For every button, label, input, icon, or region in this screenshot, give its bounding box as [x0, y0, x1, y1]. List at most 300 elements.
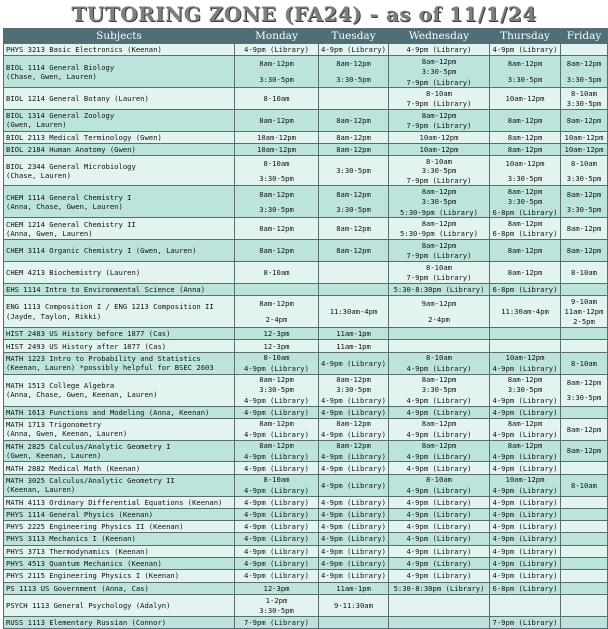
wednesday-cell: [389, 328, 490, 340]
subject-cell: [4, 56, 235, 88]
friday-cell: [561, 352, 608, 374]
tuesday-cell: [319, 131, 389, 143]
time-slot: 4-9pm (Library): [244, 559, 309, 569]
time-slot: 9-11:30am: [334, 600, 373, 610]
time-slot: 8am-12pm: [566, 224, 602, 234]
time-slot: 11am-12pm: [564, 307, 604, 317]
sheet-title: TUTORING ZONE (FA24) - as of 11/1/24: [0, 0, 608, 27]
time-slot: 10am-12pm: [419, 145, 459, 155]
subject-line: (Chase, Lauren): [6, 170, 71, 180]
subject-line: PHYS 1114 General Physics (Keenan): [6, 509, 154, 519]
subject-line: BIOL 2344 General Microbiology: [6, 161, 136, 171]
time-slot: 11am-1pm: [336, 329, 371, 339]
tuesday-cell: [319, 570, 389, 582]
subject-line: PHYS 4513 Quantum Mechanics (Keenan): [6, 559, 162, 569]
monday-cell: [235, 262, 319, 284]
table-row: [4, 545, 608, 557]
monday-cell: [235, 352, 319, 374]
table-row: [4, 88, 608, 110]
wednesday-cell: [389, 110, 490, 132]
friday-cell: [561, 88, 608, 110]
monday-cell: [235, 533, 319, 545]
time-slot: 3:30-5pm: [336, 205, 371, 215]
time-slot: 5:30-9pm (Library): [400, 229, 478, 239]
monday-cell: [235, 558, 319, 570]
thursday-cell: [490, 296, 561, 328]
time-slot: 8-10am: [426, 88, 452, 98]
friday-cell: [561, 594, 608, 616]
subject-line: (Jayde, Taylon, Rikki): [6, 311, 102, 321]
time-slot: 4-9pm (Library): [406, 546, 472, 556]
time-slot: 4-9pm (Library): [492, 463, 558, 473]
time-slot: 4-9pm (Library): [321, 534, 386, 544]
time-slot: 7-9pm (Library): [406, 77, 472, 87]
subject-cell: [4, 406, 235, 418]
time-slot: 8am-12pm: [336, 375, 371, 385]
header-row: [4, 29, 608, 44]
wednesday-cell: [389, 262, 490, 284]
time-slot: 4-9pm (Library): [321, 497, 386, 507]
header-tuesday: Tuesday: [319, 29, 389, 44]
time-slot: 8am-12pm: [566, 59, 602, 69]
time-slot: 4-9pm (Library): [406, 485, 472, 495]
time-slot: 8am-12pm: [336, 59, 371, 69]
time-slot: 3:30-5pm: [566, 74, 602, 84]
subject-line: ENG 1113 Composition I / ENG 1213 Composition II: [6, 302, 214, 312]
subject-cell: [4, 616, 235, 628]
time-slot: 12-3pm: [263, 341, 290, 351]
time-slot: 3:30-5pm: [507, 197, 543, 207]
tuesday-cell: [319, 88, 389, 110]
monday-cell: [235, 521, 319, 533]
table-row: [4, 262, 608, 284]
time-slot: 4-9pm (Library): [406, 509, 472, 519]
time-slot: 7-9pm (Library): [406, 99, 472, 109]
time-slot: 8am-12pm: [507, 187, 543, 197]
subject-cell: [4, 545, 235, 557]
monday-cell: [235, 218, 319, 240]
subject-line: (Anna, Chase, Gwen, Lauren): [6, 201, 123, 211]
subject-cell: [4, 582, 235, 594]
thursday-cell: [490, 440, 561, 462]
time-slot: 3:30-5pm: [507, 74, 543, 84]
time-slot: 10am-12pm: [505, 353, 545, 363]
time-slot: 10am-12pm: [257, 132, 296, 142]
time-slot: 8am-12pm: [421, 110, 457, 120]
time-slot: 8am-12pm: [566, 115, 602, 125]
subject-line: MATH 4113 Ordinary Differential Equations (Keenan): [6, 497, 223, 507]
table-row: [4, 616, 608, 628]
monday-cell: [235, 156, 319, 186]
time-slot: 11:30am-4pm: [501, 307, 549, 317]
time-slot: 8am-12pm: [507, 441, 543, 451]
tuesday-cell: [319, 474, 389, 496]
table-row: [4, 521, 608, 533]
time-slot: 8am-12pm: [507, 132, 543, 142]
thursday-cell: [490, 88, 561, 110]
time-slot: 4-9pm (Library): [492, 451, 558, 461]
subject-line: (Keenan, Lauren): [6, 485, 76, 495]
subject-line: MATH 3025 Calculus/Analytic Geometry II: [6, 475, 175, 485]
friday-cell: [561, 56, 608, 88]
time-slot: 3:30-5pm: [421, 197, 457, 207]
thursday-cell: [490, 340, 561, 352]
time-slot: 8-10am: [571, 267, 597, 277]
time-slot: 4-9pm (Library): [244, 485, 309, 495]
time-slot: 8am-12pm: [259, 246, 294, 256]
time-slot: 4-9pm (Library): [321, 407, 386, 417]
time-slot: 4-9pm (Library): [321, 571, 386, 581]
time-slot: 12-3pm: [263, 329, 290, 339]
time-slot: 4-9pm (Library): [321, 522, 386, 532]
subject-line: (Anna, Gwen, Lauren): [6, 228, 93, 238]
tuesday-cell: [319, 582, 389, 594]
thursday-cell: [490, 262, 561, 284]
monday-cell: [235, 496, 319, 508]
subject-line: PHYS 2115 Engineering Physics I (Keenan): [6, 571, 180, 581]
header-thursday: Thursday: [490, 29, 561, 44]
wednesday-cell: [389, 406, 490, 418]
thursday-cell: [490, 594, 561, 616]
thursday-cell: [490, 406, 561, 418]
friday-cell: [561, 474, 608, 496]
monday-cell: [235, 283, 319, 295]
tuesday-cell: [319, 545, 389, 557]
time-slot: 3:30-5pm: [259, 605, 294, 615]
tuesday-cell: [319, 496, 389, 508]
time-slot: 4-9pm (Library): [244, 451, 309, 461]
time-slot: 4-9pm (Library): [244, 363, 309, 373]
time-slot: 8am-12pm: [336, 419, 371, 429]
subject-cell: [4, 558, 235, 570]
subject-cell: [4, 296, 235, 328]
time-slot: 4-9pm (Library): [406, 429, 472, 439]
table-row: [4, 218, 608, 240]
time-slot: 4-9pm (Library): [244, 463, 309, 473]
wednesday-cell: [389, 186, 490, 218]
subject-line: (Chase, Gwen, Lauren): [6, 71, 97, 81]
table-row: [4, 462, 608, 474]
time-slot: 4-9pm (Library): [244, 522, 309, 532]
time-slot: 8am-12pm: [336, 145, 371, 155]
friday-cell: [561, 186, 608, 218]
tuesday-cell: [319, 262, 389, 284]
thursday-cell: [490, 144, 561, 156]
time-slot: 3:30-5pm: [566, 99, 602, 109]
time-slot: 5:30-9pm (Library): [400, 207, 478, 217]
subject-cell: [4, 533, 235, 545]
subject-cell: [4, 240, 235, 262]
time-slot: 4-9pm (Library): [492, 559, 558, 569]
monday-cell: [235, 474, 319, 496]
tuesday-cell: [319, 283, 389, 295]
subject-line: BIOL 1114 General Biology: [6, 62, 115, 72]
thursday-cell: [490, 558, 561, 570]
subject-line: (Gwen, Lauren): [6, 120, 67, 130]
time-slot: 4-9pm (Library): [406, 497, 472, 507]
time-slot: 8am-12pm: [259, 59, 294, 69]
time-slot: 4-9pm (Library): [492, 363, 558, 373]
time-slot: 4-9pm (Library): [406, 395, 472, 405]
thursday-cell: [490, 474, 561, 496]
wednesday-cell: [389, 131, 490, 143]
table-row: [4, 283, 608, 295]
time-slot: 8-10am: [263, 159, 290, 169]
time-slot: 6-8pm (Library): [492, 207, 558, 217]
tuesday-cell: [319, 508, 389, 520]
wednesday-cell: [389, 462, 490, 474]
time-slot: 4-9pm (Library): [321, 429, 386, 439]
time-slot: 8am-12pm: [507, 419, 543, 429]
friday-cell: [561, 521, 608, 533]
header-wednesday: Wednesday: [389, 29, 490, 44]
thursday-cell: [490, 582, 561, 594]
subject-cell: [4, 352, 235, 374]
table-row: [4, 570, 608, 582]
monday-cell: [235, 462, 319, 474]
table-row: [4, 156, 608, 186]
time-slot: 8am-12pm: [421, 187, 457, 197]
thursday-cell: [490, 374, 561, 406]
wednesday-cell: [389, 218, 490, 240]
friday-cell: [561, 144, 608, 156]
time-slot: 4-9pm (Library): [406, 559, 472, 569]
wednesday-cell: [389, 474, 490, 496]
time-slot: 9-10am: [571, 296, 597, 306]
friday-cell: [561, 406, 608, 418]
time-slot: 3:30-5pm: [336, 74, 371, 84]
wednesday-cell: [389, 508, 490, 520]
time-slot: 4-9pm (Library): [492, 534, 558, 544]
time-slot: 4-9pm (Library): [244, 407, 309, 417]
time-slot: 6-8pm (Library): [492, 583, 558, 593]
time-slot: 3:30-5pm: [507, 173, 543, 183]
subject-line: MATH 2825 Calculus/Analytic Geometry I: [6, 441, 171, 451]
table-row: [4, 582, 608, 594]
subject-cell: [4, 283, 235, 295]
tuesday-cell: [319, 352, 389, 374]
time-slot: 10am-12pm: [505, 94, 545, 104]
thursday-cell: [490, 328, 561, 340]
time-slot: 8am-12pm: [336, 115, 371, 125]
time-slot: 3:30-5pm: [421, 166, 457, 176]
thursday-cell: [490, 352, 561, 374]
time-slot: 8am-12pm: [507, 246, 543, 256]
subject-cell: [4, 508, 235, 520]
tuesday-cell: [319, 110, 389, 132]
subject-line: BIOL 1214 General Botany (Lauren): [6, 94, 149, 104]
table-row: [4, 110, 608, 132]
friday-cell: [561, 440, 608, 462]
time-slot: 4-9pm (Library): [492, 546, 558, 556]
wednesday-cell: [389, 496, 490, 508]
time-slot: 8am-12pm: [259, 224, 294, 234]
time-slot: 8-10am: [426, 475, 452, 485]
subject-line: MATH 1613 Functions and Modeling (Anna, Keenan): [6, 407, 210, 417]
time-slot: 4-9pm (Library): [406, 534, 472, 544]
thursday-cell: [490, 186, 561, 218]
table-row: [4, 533, 608, 545]
subject-line: BIOL 2184 Human Anatomy (Gwen): [6, 145, 136, 155]
tuesday-cell: [319, 156, 389, 186]
table-row: [4, 186, 608, 218]
friday-cell: [561, 462, 608, 474]
subject-cell: [4, 144, 235, 156]
tuesday-cell: [319, 533, 389, 545]
thursday-cell: [490, 521, 561, 533]
time-slot: 3:30-5pm: [421, 385, 457, 395]
table-row: [4, 352, 608, 374]
tuesday-cell: [319, 418, 389, 440]
time-slot: 10am-12pm: [419, 132, 459, 142]
subject-cell: [4, 474, 235, 496]
monday-cell: [235, 186, 319, 218]
subject-cell: [4, 570, 235, 582]
time-slot: 4-9pm (Library): [406, 463, 472, 473]
time-slot: 4-9pm (Library): [321, 509, 386, 519]
time-slot: 10am-12pm: [505, 475, 545, 485]
time-slot: 3:30-5pm: [336, 385, 371, 395]
time-slot: 8-10am: [571, 480, 597, 490]
time-slot: 8am-12pm: [336, 189, 371, 199]
friday-cell: [561, 582, 608, 594]
tuesday-cell: [319, 240, 389, 262]
time-slot: 8am-12pm: [421, 441, 457, 451]
time-slot: 8am-12pm: [259, 299, 294, 309]
time-slot: 8-10am: [571, 358, 597, 368]
thursday-cell: [490, 218, 561, 240]
time-slot: 12-3pm: [263, 583, 290, 593]
wednesday-cell: [389, 558, 490, 570]
monday-cell: [235, 131, 319, 143]
time-slot: 4-9pm (Library): [321, 451, 386, 461]
tuesday-cell: [319, 218, 389, 240]
header-friday: Friday: [561, 29, 608, 44]
table-row: [4, 144, 608, 156]
wednesday-cell: [389, 240, 490, 262]
subject-line: (Anna, Gwen, Keenan, Lauren): [6, 429, 128, 439]
time-slot: 3:30-5pm: [259, 173, 294, 183]
tuesday-cell: [319, 440, 389, 462]
friday-cell: [561, 508, 608, 520]
time-slot: 8-10am: [263, 94, 290, 104]
time-slot: 8-10am: [426, 156, 452, 166]
time-slot: 7-9pm (Library): [406, 251, 472, 261]
friday-cell: [561, 328, 608, 340]
table-row: [4, 374, 608, 406]
time-slot: 8am-12pm: [259, 419, 294, 429]
time-slot: 8am-12pm: [421, 375, 457, 385]
tuesday-cell: [319, 462, 389, 474]
time-slot: 3:30-5pm: [259, 205, 294, 215]
time-slot: 11am-1pm: [336, 583, 371, 593]
time-slot: 8-10am: [263, 353, 290, 363]
time-slot: 4-9pm (Library): [492, 522, 558, 532]
time-slot: 4-9pm (Library): [244, 45, 309, 55]
friday-cell: [561, 616, 608, 628]
time-slot: 8am-12pm: [259, 115, 294, 125]
subject-line: PS 1113 US Government (Anna, Cas): [6, 583, 149, 593]
wednesday-cell: [389, 88, 490, 110]
time-slot: 4-9pm (Library): [321, 559, 386, 569]
monday-cell: [235, 328, 319, 340]
table-row: [4, 56, 608, 88]
time-slot: 8am-12pm: [421, 240, 457, 250]
wednesday-cell: [389, 440, 490, 462]
header-monday: Monday: [235, 29, 319, 44]
subject-line: CHEM 4213 Biochemistry (Lauren): [6, 267, 141, 277]
time-slot: 8am-12pm: [259, 189, 294, 199]
wednesday-cell: [389, 44, 490, 56]
thursday-cell: [490, 616, 561, 628]
wednesday-cell: [389, 374, 490, 406]
monday-cell: [235, 56, 319, 88]
time-slot: 2-4pm: [265, 314, 288, 324]
thursday-cell: [490, 462, 561, 474]
tuesday-cell: [319, 186, 389, 218]
wednesday-cell: [389, 352, 490, 374]
monday-cell: [235, 374, 319, 406]
tuesday-cell: [319, 594, 389, 616]
time-slot: 6-8pm (Library): [492, 229, 558, 239]
table-row: [4, 131, 608, 143]
time-slot: 4-9pm (Library): [321, 45, 386, 55]
time-slot: 4-9pm (Library): [492, 395, 558, 405]
wednesday-cell: [389, 56, 490, 88]
subject-line: (Anna, Chase, Gwen, Keenan, Lauren): [6, 390, 158, 400]
wednesday-cell: [389, 340, 490, 352]
subject-line: PSYCH 1113 General Psychology (Adalyn): [6, 600, 171, 610]
tuesday-cell: [319, 144, 389, 156]
subject-cell: [4, 374, 235, 406]
time-slot: 2-4pm: [428, 314, 450, 324]
subject-cell: [4, 462, 235, 474]
monday-cell: [235, 582, 319, 594]
time-slot: 4-9pm (Library): [321, 546, 386, 556]
time-slot: 9am-12pm: [421, 299, 457, 309]
time-slot: 8am-12pm: [421, 219, 457, 229]
friday-cell: [561, 240, 608, 262]
time-slot: 7-9pm (Library): [406, 273, 472, 283]
subject-line: PHYS 3213 Basic Electronics (Keenan): [6, 45, 162, 55]
tuesday-cell: [319, 521, 389, 533]
time-slot: 8am-12pm: [566, 424, 602, 434]
time-slot: 3:30-5pm: [566, 205, 602, 215]
subject-line: PHYS 3113 Mechanics I (Keenan): [6, 534, 136, 544]
friday-cell: [561, 340, 608, 352]
friday-cell: [561, 131, 608, 143]
monday-cell: [235, 508, 319, 520]
time-slot: 1-2pm: [265, 595, 288, 605]
time-slot: 4-9pm (Library): [492, 45, 558, 55]
time-slot: 4-9pm (Library): [244, 509, 309, 519]
subject-cell: [4, 521, 235, 533]
thursday-cell: [490, 283, 561, 295]
table-row: [4, 328, 608, 340]
time-slot: 4-9pm (Library): [321, 463, 386, 473]
subject-cell: [4, 340, 235, 352]
subject-line: BIOL 2113 Medical Terminology (Gwen): [6, 132, 162, 142]
wednesday-cell: [389, 616, 490, 628]
table-row: [4, 474, 608, 496]
monday-cell: [235, 340, 319, 352]
friday-cell: [561, 156, 608, 186]
time-slot: 8am-12pm: [336, 224, 371, 234]
tuesday-cell: [319, 44, 389, 56]
time-slot: 8-10am: [263, 267, 290, 277]
friday-cell: [561, 262, 608, 284]
subject-cell: [4, 496, 235, 508]
